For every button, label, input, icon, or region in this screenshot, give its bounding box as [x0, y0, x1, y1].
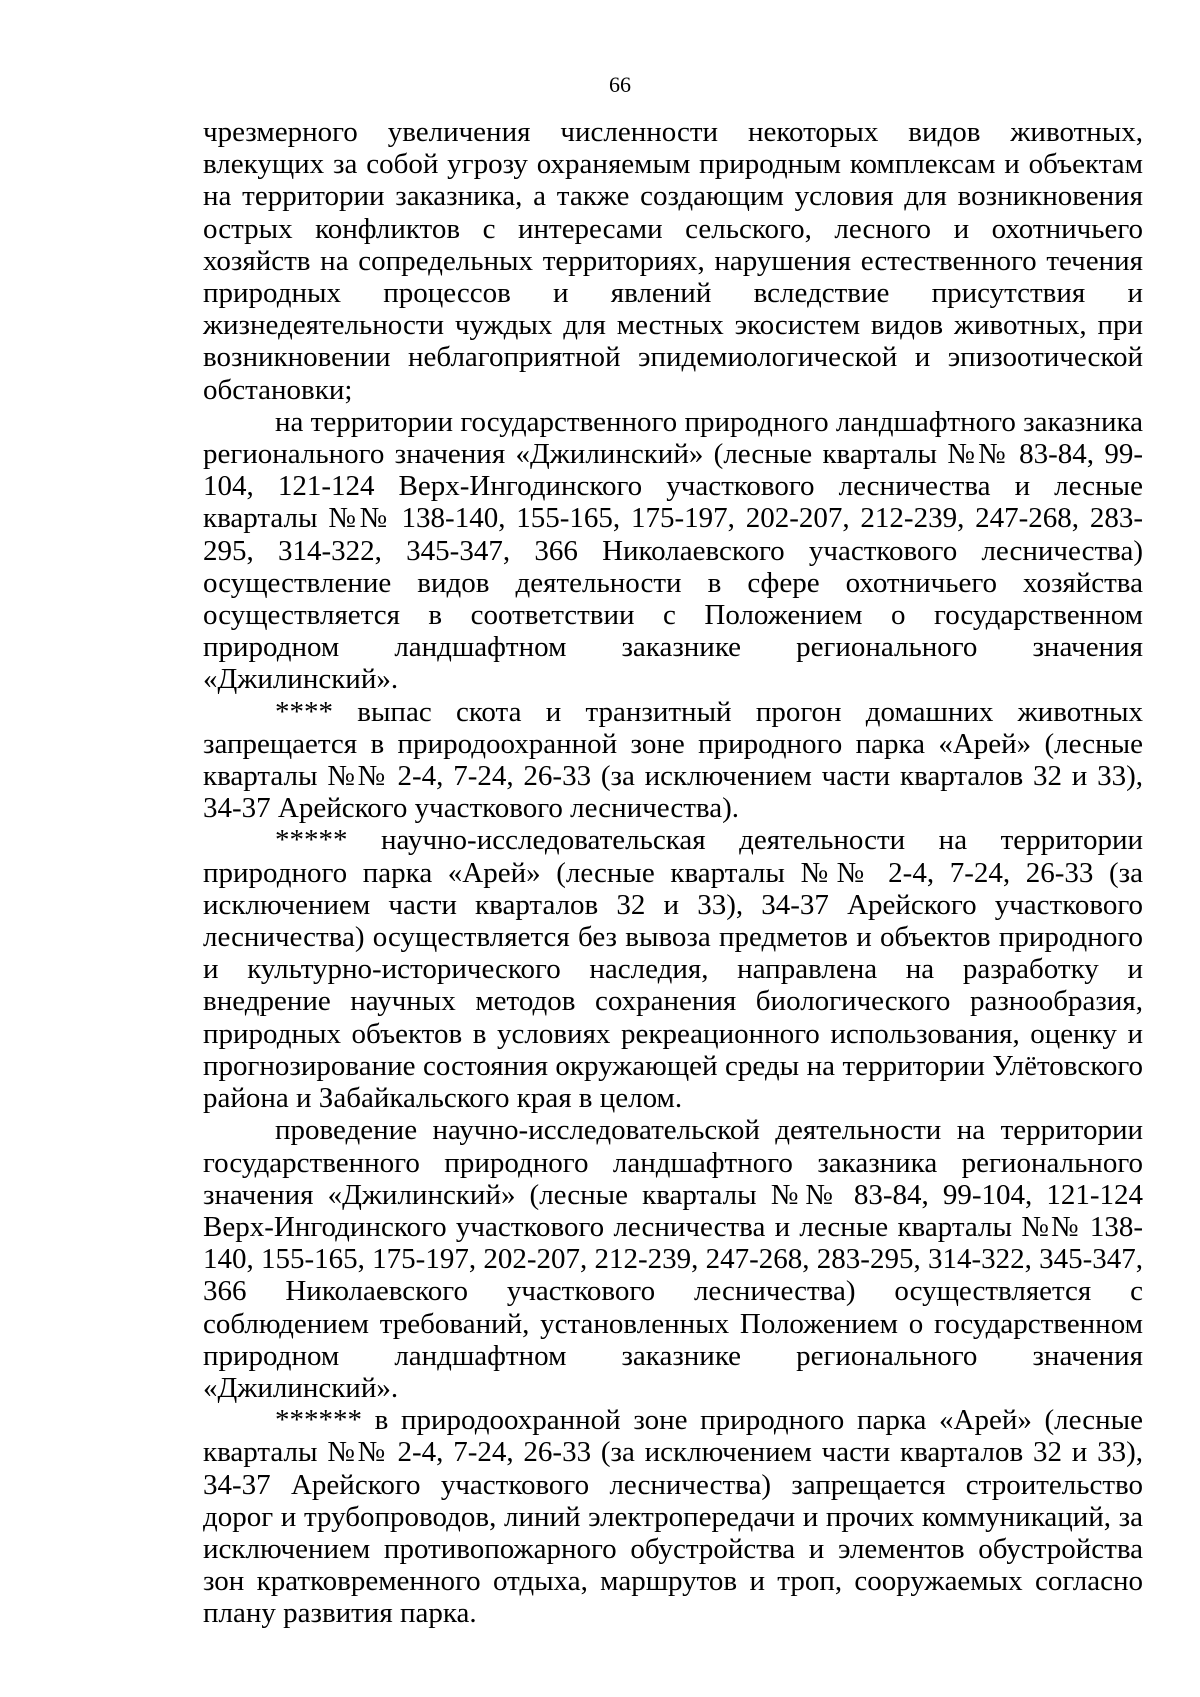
footnote-5-research: ***** научно-исследовательская деятельности на территории природного парка «Арей» (лесные кварталы №№ 2-4, 7-24, 26-33 (за исключением части кварталов 32 и 33), 34-37 Арейского участкового лесничества) осуществляется без вывоза предметов и объектов природного и культурно-исторического наследия, направлена на разработку и внедрение научных методов сохранения биологического разнообразия, природных объектов в условиях рекреационного использования, оценку и прогнозирование состояния окружающей среды на территории Улётовского района и Забайкальского края в целом. [203, 824, 1143, 1115]
document-body [203, 116, 1143, 1630]
paragraph-dzhilinsky-research: проведение научно-исследовательской деятельности на территории государственного природного ландшафтного заказника регионального значения «Джилинский» (лесные кварталы №№ 83-84, 99-104, 121-124 Верх-Ингодинского участкового лесничества и лесные кварталы №№ 138-140, 155-165, 175-197, 202-207, 212-239, 247-268, 283-295, 314-322, 345-347, 366 Николаевского участкового лесничества) осуществляется с соблюдением требований, установленных Положением о государственном природном ландшафтном заказнике регионального значения «Джилинский». [203, 1114, 1144, 1404]
footnote-6-construction: ****** в природоохранной зоне природного парка «Арей» (лесные кварталы №№ 2-4, 7-24, 26-33 (за исключением части кварталов 32 и 33), 34-37 Арейского участкового лесничества) запрещается строительство дорог и трубопроводов, линий электропередачи и прочих коммуникаций, за исключением противопожарного обустройства и элементов обустройства зон кратковременного отдыха, маршрутов и троп, сооружаемых согласно плану развития парка. [203, 1404, 1143, 1630]
footnote-4-grazing: **** выпас скота и транзитный прогон домашних животных запрещается в природоохранной зоне природного парка «Арей» (лесные кварталы №№ 2-4, 7-24, 26-33 (за исключением части кварталов 32 и 33), 34-37 Арейского участкового лесничества). [203, 695, 1143, 825]
paragraph-dzhilinsky-hunting: на территории государственного природного ландшафтного заказника регионального значения «Джилинский» (лесные кварталы №№ 83-84, 99-104, 121-124 Верх-Ингодинского участкового лесничества и лесные кварталы №№ 138-140, 155-165, 175-197, 202-207, 212-239, 247-268, 283-295, 314-322, 345-347, 366 Николаевского участкового лесничества) осуществление видов деятельности в сфере охотничьего хозяйства осуществляется в соответствии с Положением о государственном природном ландшафтном заказнике регионального значения «Джилинский». [203, 405, 1143, 696]
page-number: 66 [609, 72, 631, 97]
paragraph-continuation: чрезмерного увеличения численности некоторых видов животных, влекущих за собой угрозу охраняемым природным комплексам и объектам на территории заказника, а также создающим условия для возникновения острых конфликтов с интересами сельского, лесного и охотничьего хозяйств на сопредельных территориях, нарушения естественного течения природных процессов и явлений вследствие присутствия и жизнедеятельности чуждых для местных экосистем видов животных, при возникновении неблагоприятной эпидемиологической и эпизоотической обстановки; [203, 116, 1143, 406]
